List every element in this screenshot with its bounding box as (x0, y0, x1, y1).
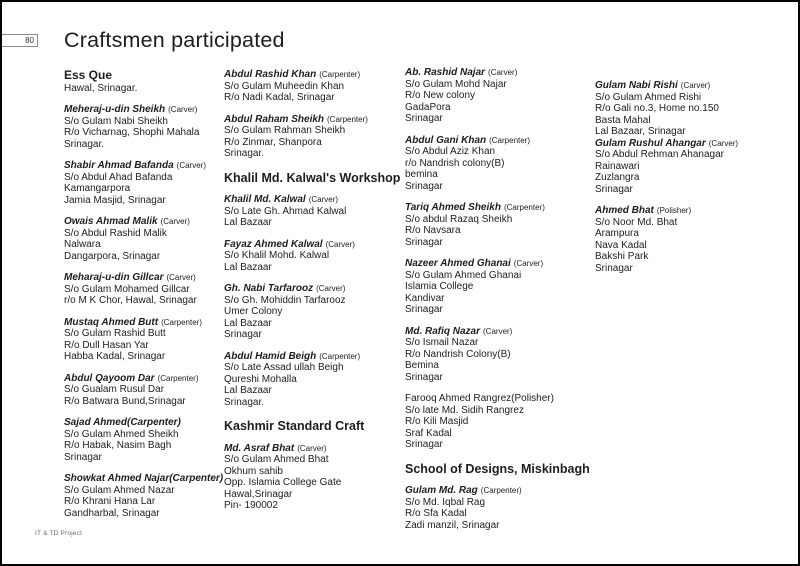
craftsman-entry (405, 202, 591, 248)
address-line: Pin- 190002 (224, 500, 278, 511)
craftsman-role: (Carver) (680, 81, 711, 90)
craftsman-entry (64, 216, 222, 262)
craftsman-entry (405, 135, 591, 193)
address-line: R/o Navsara (405, 225, 461, 236)
address-line: S/o Gulam Muheedin Khan (224, 80, 345, 92)
footer-project-label: IT & TD Project (35, 530, 83, 537)
entry-name-line (64, 417, 222, 429)
entry-name-line (224, 351, 402, 363)
craftsman-role: (Carpenter) (157, 373, 199, 383)
craftsman-role: (Carpenter) (169, 473, 224, 484)
craftsman-name: Mustaq Ahmed Butt (64, 316, 159, 328)
craftsman-name: Khalil Md. Kalwal (224, 194, 306, 205)
entry-name-line (595, 205, 780, 217)
address-line: R/o Batwara Bund,Srinagar (64, 395, 186, 407)
craftsman-name: Gulam Md. Rag (405, 485, 478, 496)
column-3 (405, 67, 591, 531)
craftsman-entry (224, 351, 402, 409)
craftsman-entry (405, 485, 591, 531)
entry-name-line (405, 202, 591, 214)
address-line: R/o Khrani Hana Lar (64, 496, 156, 507)
craftsman-role: (Carver) (708, 138, 739, 148)
craftsman-entry (224, 239, 402, 274)
address-line: S/o Late Assad ullah Beigh (224, 362, 344, 373)
address-line: R/o Kili Masjid (405, 416, 469, 427)
craftsman-role: (Carver) (166, 273, 196, 282)
craftsman-role: (Carver) (168, 105, 198, 114)
address-line: Umer Colony (224, 306, 283, 317)
craftsman-entry (595, 138, 780, 196)
entry-name-line (64, 373, 222, 385)
craftsman-role: (Carver) (316, 284, 346, 293)
craftsman-name: Abdul Rashid Khan (224, 69, 317, 80)
address-line: R/o Gali no.3, Home no.150 (595, 103, 719, 114)
craftsman-name: Nazeer Ahmed Ghanai (405, 258, 511, 269)
address-line: r/o Nandrish colony(B) (405, 157, 505, 169)
craftsman-role: (Carver) (297, 443, 327, 453)
craftsman-entry (405, 67, 591, 125)
craftsman-role: (Carver) (176, 161, 206, 170)
craftsman-entry (224, 114, 402, 160)
craftsman-role: (Carver) (325, 239, 355, 249)
entry-name-line (64, 160, 222, 172)
address-line: Sraf Kadal (405, 427, 452, 439)
address-line: S/o Gulam Mohd Najar (405, 78, 507, 90)
page-number: 80 (25, 36, 34, 45)
craftsman-entry (405, 393, 591, 451)
section-header: Khalil Md. Kalwal's Workshop (224, 170, 401, 185)
craftsman-role: (Carver) (513, 259, 544, 268)
address-line: S/o Gulam Mohamed Gillcar (64, 283, 190, 295)
address-line: Islamia College (405, 281, 474, 292)
address-line: Lal Bazaar (224, 317, 272, 329)
address-line: Qureshi Mohalla (224, 373, 297, 385)
address-line: Lal Bazaar, Srinagar (595, 126, 686, 137)
entry-name-line (405, 393, 591, 405)
craftsman-entry (64, 473, 222, 519)
address-line: Srinagar (405, 371, 443, 383)
address-line: S/o Gulam Ahmed Ghanai (405, 269, 522, 281)
entry-name-line (595, 138, 780, 150)
address-line: Srinagar. (64, 138, 105, 150)
address-line: r/o M K Chor, Hawal, Srinagar (64, 295, 197, 306)
address-line: S/o Gh. Mohiddin Tarfarooz (224, 294, 346, 306)
address-line: S/o Late Gh. Ahmad Kalwal (224, 205, 347, 217)
address-line: Habba Kadal, Srinagar (64, 351, 166, 362)
address-line: Lal Bazaar (224, 385, 272, 396)
address-line: S/o Gulam Ahmed Sheikh (64, 428, 179, 440)
craftsman-role: (Carver) (308, 195, 339, 204)
craftsman-role: (Carver) (160, 217, 190, 226)
address-line: Srinagar (405, 304, 443, 315)
craftsman-role: (Carpenter) (327, 114, 368, 124)
address-line: Arampura (595, 228, 639, 239)
address-line: Srinagar. (224, 396, 265, 408)
entry-name-line (405, 258, 591, 270)
craftsman-entry (64, 272, 222, 307)
address-line: Nalwara (64, 239, 101, 250)
entry-name-line (64, 317, 222, 329)
entry-name-line (595, 80, 780, 92)
craftsman-entry (595, 205, 780, 274)
address-line: S/o Md. Iqbal Rag (405, 496, 486, 508)
craftsman-entry (64, 160, 222, 206)
address-line: R/o Zinmar, Shanpora (224, 136, 322, 148)
address-line: Nava Kadal (595, 239, 647, 251)
entry-name-line (64, 70, 222, 83)
address-line: Srinagar (405, 180, 443, 192)
entry-name-line (64, 104, 222, 116)
craftsman-entry (405, 326, 591, 384)
address-line: Srinagar. (224, 148, 265, 159)
section-header: Kashmir Standard Craft (224, 419, 365, 433)
craftsman-name: Abdul Qayoom Dar (64, 372, 155, 384)
entry-name-line (64, 272, 222, 284)
craftsman-name: Gulam Rushul Ahangar (595, 137, 706, 149)
craftsman-name: Abdul Hamid Beigh (224, 350, 317, 362)
craftsman-name: Ess Que (64, 68, 113, 82)
address-line: Rainawari (595, 160, 640, 172)
address-line: Lal Bazaar (224, 261, 272, 273)
address-line: Srinagar (595, 262, 633, 274)
entry-name-line (224, 194, 402, 206)
column-1 (64, 70, 222, 519)
address-line: Zuzlangra (595, 172, 640, 183)
address-line: Srinagar (405, 439, 443, 450)
address-line: Srinagar (405, 113, 443, 124)
address-line: Kamangarpora (64, 183, 131, 194)
address-line: S/o Gulam Ahmed Bhat (224, 454, 329, 465)
page-title: Craftsmen participated (64, 28, 285, 52)
address-line: S/o late Md. Sidih Rangrez (405, 404, 524, 416)
address-line: Hawal,Srinagar (224, 488, 293, 500)
craftsman-entry (224, 69, 402, 104)
address-line: Okhum sahib (224, 465, 283, 477)
workshop-entry (64, 70, 222, 94)
address-line: bemina (405, 169, 438, 180)
craftsman-name: Shabir Ahmad Bafanda (64, 160, 174, 171)
address-line: Bemina (405, 360, 439, 371)
address-line: S/o abdul Razaq Sheikh (405, 213, 513, 225)
entry-name-line (64, 216, 222, 228)
entry-name-line (224, 114, 402, 126)
craftsman-name: Tariq Ahmed Sheikh (405, 202, 501, 213)
section-header: School of Designs, Miskinbagh (405, 461, 590, 476)
craftsman-role: (Carpenter) (161, 317, 202, 327)
address-line: S/o Abdul Rehman Ahanagar (595, 149, 724, 160)
craftsman-entry (405, 258, 591, 316)
craftsman-name: Abdul Raham Sheikh (224, 113, 325, 125)
craftsman-name: Owais Ahmad Malik (64, 216, 158, 227)
address-line: S/o Noor Md. Bhat (595, 216, 678, 228)
address-line: Zadi manzil, Srinagar (405, 519, 500, 531)
craftsman-entry (595, 80, 780, 138)
entry-name-line (224, 283, 402, 295)
address-line: S/o Khalil Mohd. Kalwal (224, 250, 330, 261)
address-line: S/o Abdul Aziz Khan (405, 146, 496, 157)
craftsman-role: (Carpenter) (126, 417, 181, 428)
address-line: R/o Vicharnag, Shophi Mahala (64, 127, 200, 138)
craftsman-entry (64, 373, 222, 408)
craftsman-entry (224, 283, 402, 341)
craftsman-name: Md. Asraf Bhat (224, 442, 295, 454)
address-line: R/o Nandrish Colony(B) (405, 348, 511, 360)
craftsman-name: Fayaz Ahmed Kalwal (224, 238, 323, 250)
craftsman-name: Ahmed Bhat (595, 205, 654, 216)
address-line: Srinagar (405, 236, 443, 248)
craftsman-name: Farooq Ahmed Rangrez(Polisher) (405, 393, 554, 404)
entry-name-line (405, 326, 591, 338)
address-line: S/o Gulam Ahmed Rishi (595, 91, 702, 103)
address-line: S/o Ismail Nazar (405, 337, 479, 348)
address-line: Hawal, Srinagar. (64, 82, 138, 94)
address-line: Jamia Masjid, Srinagar (64, 194, 166, 206)
address-line: S/o Abdul Rashid Malik (64, 227, 167, 239)
craftsman-role: (Carver) (483, 326, 513, 336)
entry-name-line (405, 485, 591, 497)
craftsman-name: Meheraj-u-din Sheikh (64, 104, 166, 115)
craftsman-role: (Carpenter) (319, 351, 361, 361)
craftsman-role: (Carpenter) (319, 70, 361, 79)
craftsman-role: (Carpenter) (489, 135, 531, 145)
address-line: S/o Gulam Ahmed Nazar (64, 484, 175, 496)
address-line: Srinagar (224, 329, 262, 340)
craftsman-name: Sajad Ahmed (64, 417, 127, 428)
address-line: Srinagar (64, 451, 102, 463)
craftsman-role: (Carpenter) (480, 486, 522, 495)
address-line: S/o Gulam Rashid Butt (64, 328, 166, 339)
craftsman-name: Gulam Nabi Rishi (595, 80, 678, 91)
craftsman-entry (224, 194, 402, 229)
craftsman-role: (Carver) (488, 68, 518, 77)
craftsman-entry (64, 417, 222, 463)
address-line: R/o Sfa Kadal (405, 508, 467, 519)
address-line: S/o Abdul Ahad Bafanda (64, 171, 173, 183)
craftsman-entry (64, 104, 222, 150)
address-line: R/o Nadi Kadal, Srinagar (224, 92, 335, 103)
address-line: S/o Gualam Rusul Dar (64, 384, 165, 395)
address-line: Srinagar (595, 183, 633, 195)
craftsman-name: Abdul Gani Khan (405, 134, 487, 146)
entry-name-line (405, 135, 591, 147)
entry-name-line (224, 69, 402, 81)
page-number-tab (2, 34, 38, 47)
column-4 (595, 80, 780, 274)
entry-name-line (224, 239, 402, 251)
craftsman-name: Gh. Nabi Tarfarooz (224, 283, 314, 294)
address-line: R/o Habak, Nasim Bagh (64, 440, 172, 451)
craftsman-name: Ab. Rashid Najar (405, 67, 486, 78)
craftsman-name: Md. Rafiq Nazar (405, 325, 481, 337)
craftsman-role: (Polisher) (656, 206, 692, 215)
address-line: Dangarpora, Srinagar (64, 250, 161, 262)
address-line: Bakshi Park (595, 251, 649, 262)
address-line: Gandharbal, Srinagar (64, 507, 160, 519)
craftsman-name: Meharaj-u-din Gillcar (64, 272, 164, 283)
craftsman-name: Showkat Ahmed Najar (64, 473, 170, 484)
entry-name-line (224, 443, 402, 455)
column-2 (224, 69, 402, 512)
address-line: S/o Gulam Rahman Sheikh (224, 125, 346, 136)
craftsman-entry (224, 443, 402, 512)
entry-name-line (405, 67, 591, 79)
craftsman-role: (Carpenter) (503, 203, 545, 212)
craftsman-entry (64, 317, 222, 363)
entry-name-line (64, 473, 222, 485)
address-line: S/o Gulam Nabi Sheikh (64, 115, 168, 127)
address-line: GadaPora (405, 101, 451, 113)
address-line: Basta Mahal (595, 114, 651, 126)
address-line: Opp. Islamia College Gate (224, 477, 342, 488)
address-line: Kandivar (405, 292, 445, 304)
address-line: Lal Bazaar (224, 217, 272, 228)
address-line: R/o Dull Hasan Yar (64, 339, 149, 351)
address-line: R/o New colony (405, 90, 476, 101)
